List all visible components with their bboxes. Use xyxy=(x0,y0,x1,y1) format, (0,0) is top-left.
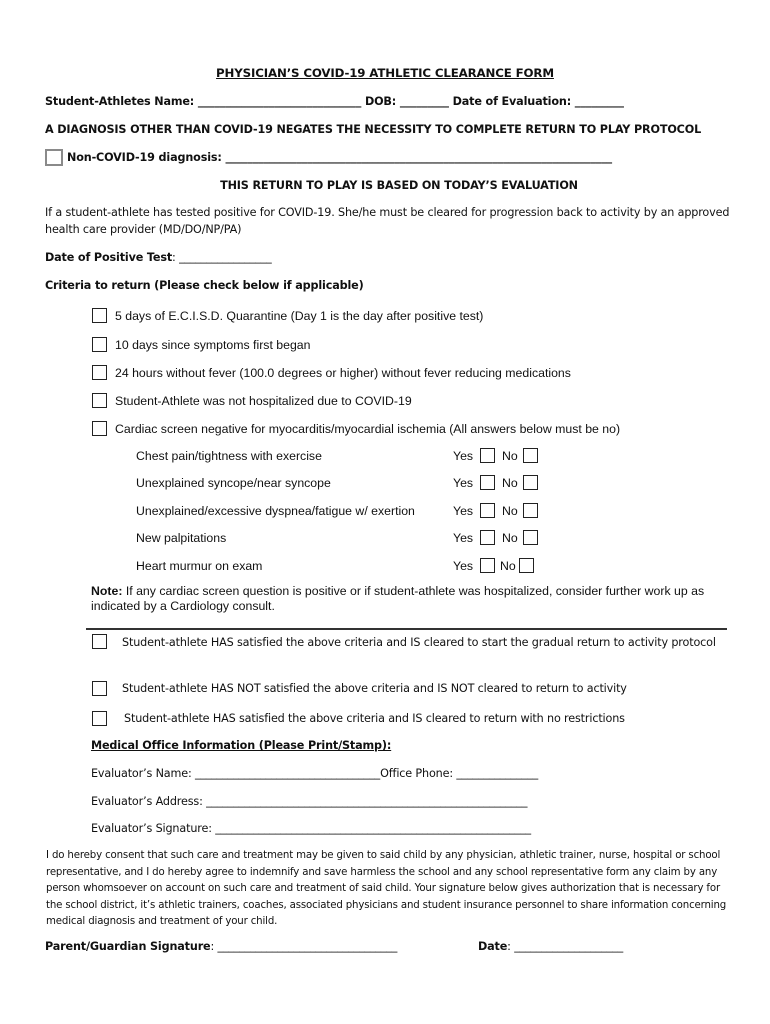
parent-signature-line xyxy=(45,940,397,953)
non-covid-checkbox[interactable] xyxy=(45,149,63,166)
no-label: No xyxy=(500,559,516,573)
yes-checkbox[interactable] xyxy=(480,530,495,545)
criteria-item: 10 days since symptoms first began xyxy=(115,338,311,352)
note-text: If any cardiac screen question is positive or if student-athlete was hospitalized, consider further work up as indicated by a Cardiology consult. xyxy=(91,584,705,613)
outcome-cleared-no-restrictions: Student-athlete HAS satisfied the above criteria and IS cleared to return with no restrictions xyxy=(124,712,625,725)
cardiology-note xyxy=(91,584,731,614)
criteria-item: Student-Athlete was not hospitalized due to COVID-19 xyxy=(115,394,412,408)
diagnosis-notice: A DIAGNOSIS OTHER THAN COVID-19 NEGATES THE NECESSITY TO COMPLETE RETURN TO PLAY PROTOCOL xyxy=(45,123,702,136)
section-divider xyxy=(86,628,727,630)
no-label: No xyxy=(502,476,518,490)
criteria-heading: Criteria to return (Please check below if applicable) xyxy=(45,279,364,292)
cardiac-question: New palpitations xyxy=(136,531,227,545)
yes-label: Yes xyxy=(453,476,474,490)
criteria-item: 5 days of E.C.I.S.D. Quarantine (Day 1 is the day after positive test) xyxy=(115,309,484,323)
outcome-cleared-gradual: Student-athlete HAS satisfied the above criteria and IS cleared to start the gradual return to activity protocol xyxy=(122,636,716,649)
outcome-checkbox[interactable] xyxy=(92,711,107,726)
date-blank: : ____________________ xyxy=(507,940,624,953)
parent-date-line xyxy=(478,940,623,953)
no-checkbox[interactable] xyxy=(523,448,538,463)
positive-test-line xyxy=(45,251,272,264)
criteria-checkbox[interactable] xyxy=(92,337,107,352)
parent-signature-label: Parent/Guardian Signature xyxy=(45,940,211,953)
student-info-line: Student-Athletes Name: ______________________________ DOB: _________ Date of Evaluation: _________ xyxy=(45,95,624,108)
intro-paragraph: If a student-athlete has tested positive for COVID-19. She/he must be cleared for progression back to activity by an approved health care provider (MD/DO/NP/PA) xyxy=(45,206,730,236)
date-label: Date xyxy=(478,940,508,953)
consent-paragraph: I do hereby consent that such care and treatment may be given to said child by any physician, athletic trainer, nurse, hospital or school representative, and I do hereby agree to indemnify and save harmless the school and any school representative form any claim by any person whomsoever on account on such care and treatment of said child. Your signature below gives authorization that is necessary for the school district, it’s athletic trainers, coaches, associated physicians and student insurance personnel to share information concerning medical diagnosis and treatment of your child. xyxy=(46,850,727,928)
evaluator-signature-line: Evaluator’s Signature: __________________________________________________________ xyxy=(91,822,531,835)
cardiac-question: Unexplained/excessive dyspnea/fatigue w/ exertion xyxy=(136,504,415,518)
yes-label: Yes xyxy=(453,559,474,573)
evaluator-name-line: Evaluator’s Name: __________________________________Office Phone: _______________ xyxy=(91,767,539,780)
no-label: No xyxy=(502,449,518,463)
criteria-checkbox[interactable] xyxy=(92,365,107,380)
form-title: PHYSICIAN’S COVID-19 ATHLETIC CLEARANCE FORM xyxy=(216,66,554,80)
no-label: No xyxy=(502,504,518,518)
parent-signature-blank: : _________________________________ xyxy=(210,940,398,953)
evaluator-address-line: Evaluator’s Address: ___________________________________________________________ xyxy=(91,795,528,808)
positive-test-label: Date of Positive Test xyxy=(45,251,173,264)
cardiac-question: Unexplained syncope/near syncope xyxy=(136,476,331,490)
criteria-item: Cardiac screen negative for myocarditis/myocardial ischemia (All answers below must be no) xyxy=(115,422,621,436)
outcome-not-cleared: Student-athlete HAS NOT satisfied the above criteria and IS NOT cleared to return to activity xyxy=(122,682,627,695)
criteria-checkbox[interactable] xyxy=(92,308,107,323)
medical-office-heading: Medical Office Information (Please Print/Stamp): xyxy=(91,739,392,752)
cardiac-question: Heart murmur on exam xyxy=(136,559,263,573)
criteria-checkbox[interactable] xyxy=(92,393,107,408)
no-checkbox[interactable] xyxy=(523,503,538,518)
criteria-checkbox[interactable] xyxy=(92,421,107,436)
yes-label: Yes xyxy=(453,449,474,463)
no-checkbox[interactable] xyxy=(523,530,538,545)
yes-checkbox[interactable] xyxy=(480,448,495,463)
yes-checkbox[interactable] xyxy=(480,475,495,490)
no-label: No xyxy=(502,531,518,545)
no-checkbox[interactable] xyxy=(523,475,538,490)
yes-label: Yes xyxy=(453,531,474,545)
cardiac-question: Chest pain/tightness with exercise xyxy=(136,449,322,463)
criteria-item: 24 hours without fever (100.0 degrees or higher) without fever reducing medications xyxy=(115,366,571,380)
rtp-heading: THIS RETURN TO PLAY IS BASED ON TODAY’S EVALUATION xyxy=(220,179,578,192)
no-checkbox[interactable] xyxy=(519,558,534,573)
note-label: Note: xyxy=(91,584,123,598)
outcome-checkbox[interactable] xyxy=(92,681,107,696)
yes-checkbox[interactable] xyxy=(480,503,495,518)
non-covid-diagnosis-line: Non-COVID-19 diagnosis: _______________________________________________________________________ xyxy=(67,151,612,164)
yes-checkbox[interactable] xyxy=(480,558,495,573)
positive-test-blank: : _________________ xyxy=(172,251,272,264)
yes-label: Yes xyxy=(453,504,474,518)
